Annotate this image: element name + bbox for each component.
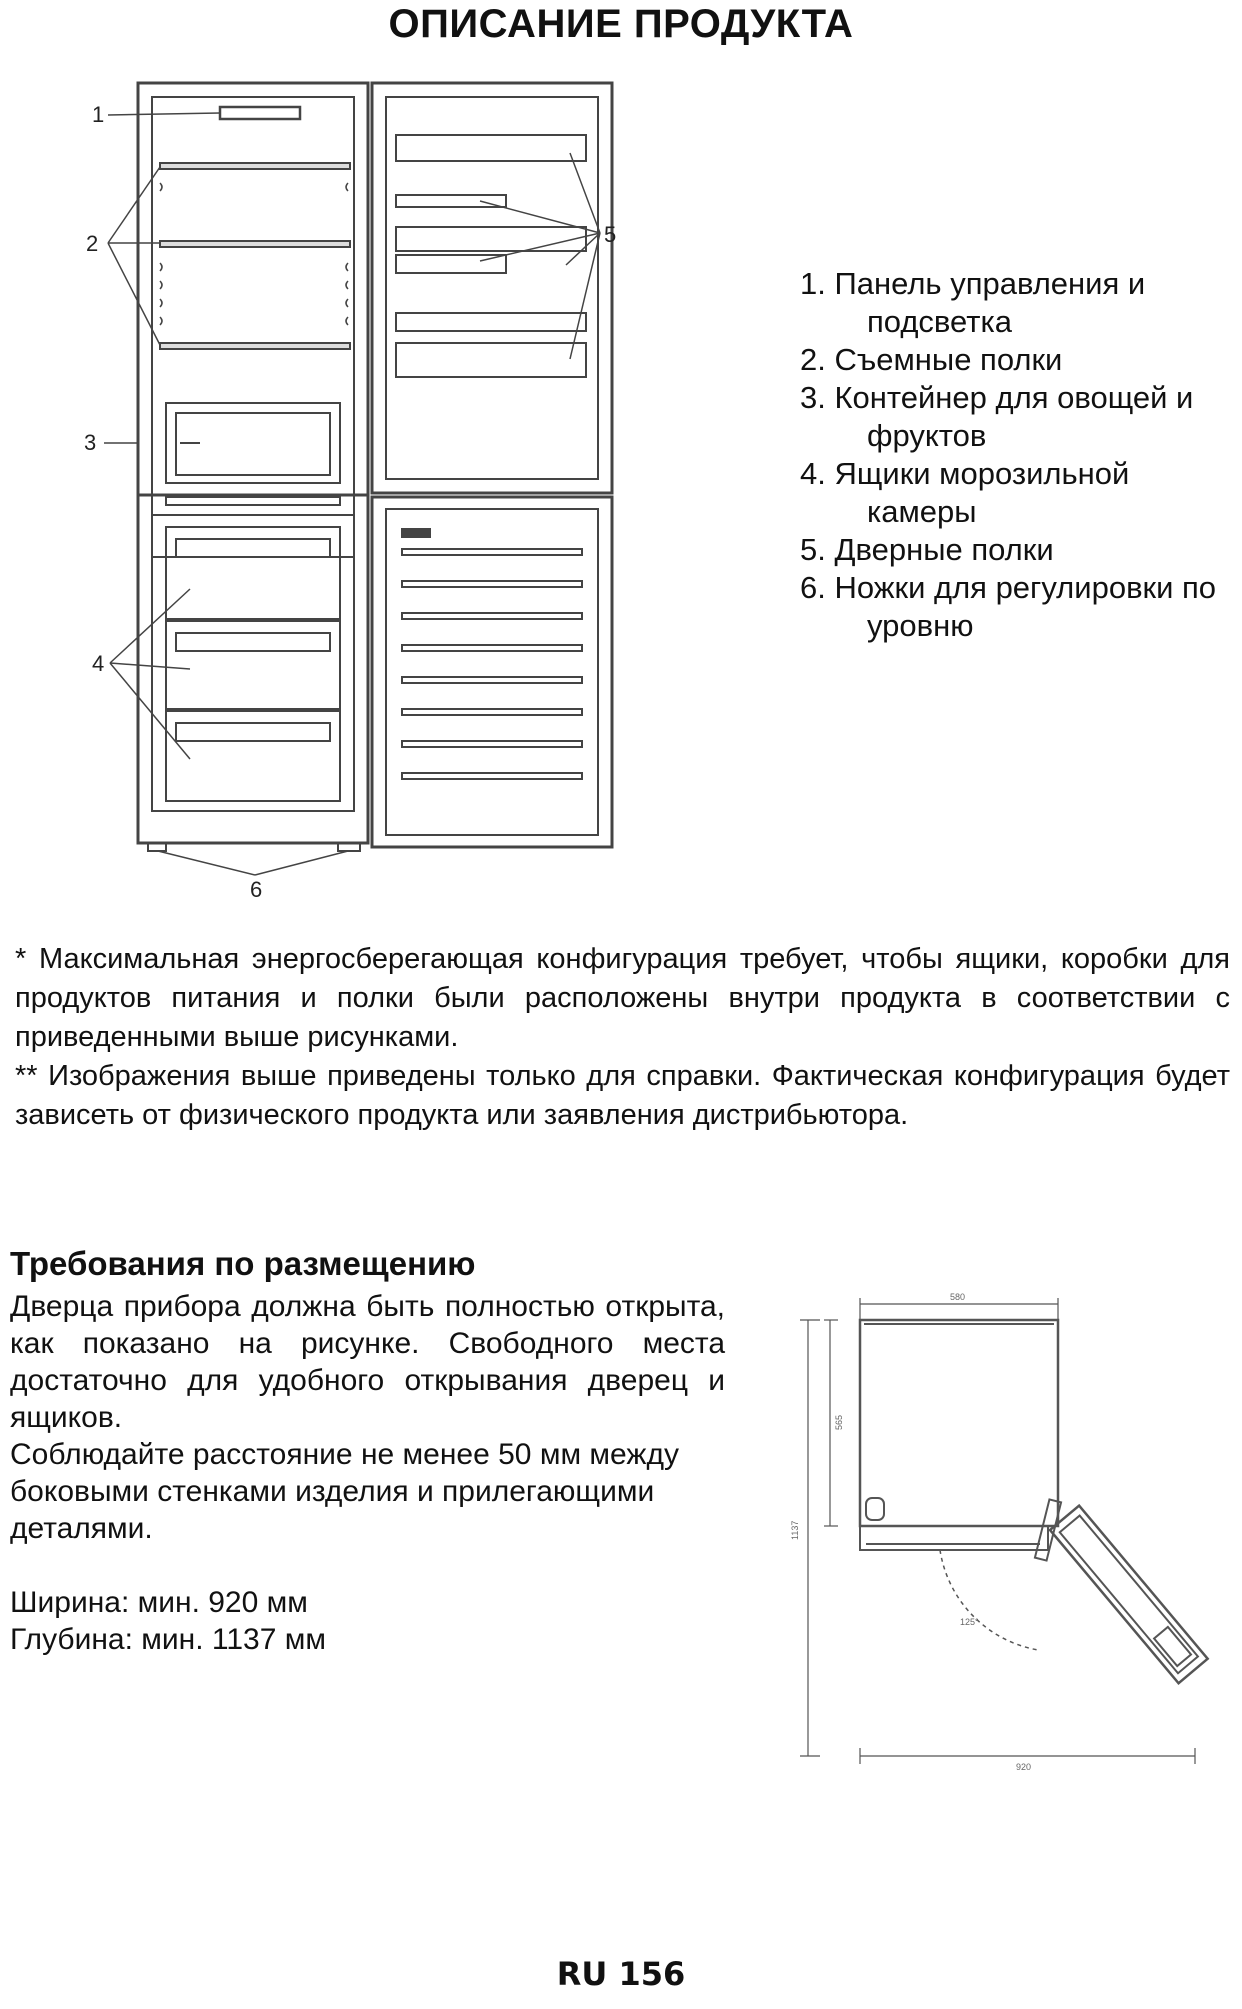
- legend-item: 4. Ящики морозильной камеры: [800, 456, 1130, 529]
- callout-1: 1: [92, 102, 105, 127]
- legend-item: 1. Панель управления и подсветка: [800, 266, 1146, 339]
- legend-item: 5. Дверные полки: [800, 532, 1054, 567]
- legend-item: 2. Съемные полки: [800, 342, 1063, 377]
- dim-depth-body: 565: [834, 1414, 844, 1430]
- clearance-diagram: [780, 1290, 1210, 1770]
- dim-width-top: 580: [950, 1292, 966, 1302]
- dim-depth-total: 1137: [790, 1520, 800, 1540]
- page-number: RU 156: [556, 1955, 686, 1993]
- callout-5: 5: [604, 222, 617, 247]
- placement-depth: Глубина: мин. 1137 мм: [10, 1623, 326, 1656]
- footnotes: [15, 940, 1230, 1135]
- dim-width-bottom: 920: [1016, 1762, 1032, 1770]
- placement-width: Ширина: мин. 920 мм: [10, 1586, 308, 1619]
- placement-paragraph-distance: Соблюдайте расстояние не менее 50 мм между боковыми стенками изделия и прилегающими деталями.: [10, 1438, 679, 1545]
- placement-text: [10, 1288, 725, 1658]
- page-title: ОПИСАНИЕ ПРОДУКТА: [388, 2, 854, 46]
- callout-6: 6: [250, 877, 263, 902]
- legend-item: 6. Ножки для регулировки по уровню: [800, 570, 1217, 643]
- footnote-reference: ** Изображения выше приведены только для справки. Фактическая конфигурация будет зависеть от физического продукта или заявления дистрибьютора.: [15, 1060, 1230, 1131]
- placement-heading: Требования по размещению: [10, 1245, 476, 1282]
- placement-paragraph-door: Дверца прибора должна быть полностью открыта, как показано на рисунке. Свободного места достаточно для удобного открывания дверец и ящиков.: [10, 1290, 725, 1434]
- fridge-diagram: [80, 75, 640, 905]
- legend-item: 3. Контейнер для овощей и фруктов: [800, 380, 1194, 453]
- callout-3: 3: [84, 430, 97, 455]
- legend-list: [800, 265, 1220, 645]
- callout-2: 2: [86, 231, 99, 256]
- dim-angle: 125°: [960, 1617, 979, 1627]
- footnote-energy: * Максимальная энергосберегающая конфигурация требует, чтобы ящики, коробки для продуктов питания и полки были расположены внутри продукта в соответствии с приведенными выше рисунками.: [15, 943, 1230, 1053]
- callout-4: 4: [92, 651, 105, 676]
